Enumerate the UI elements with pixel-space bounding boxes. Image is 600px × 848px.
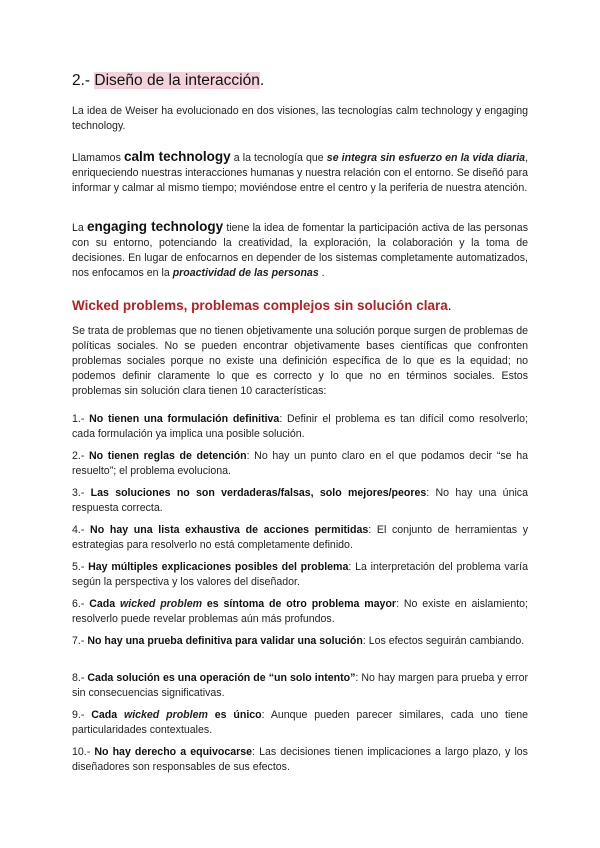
list-item <box>72 671 528 701</box>
wicked-title-text: Wicked problems, problemas complejos sin solución clara <box>72 298 448 313</box>
wicked-intro-paragraph: Se trata de problemas que no tienen objetivamente una solución porque surgen de problemas de políticas sociales. No se pueden encontrar objetivamente bases científicas que confronten problemas sociales porque no existe una definición específica de lo que es la equidad; no podemos definir claramente lo que es correcto y lo que no en términos sociales. Estos problemas sin solución clara tienen 10 características: <box>72 325 528 397</box>
item-text: : No hay una única respuesta correcta. <box>72 487 529 514</box>
list-item <box>72 597 528 627</box>
item-title: Las soluciones no son verdaderas/falsas, solo mejores/peores <box>90 487 427 499</box>
section-title-wicked-problems <box>72 298 452 313</box>
calm-emphasis: se integra sin esfuerzo en la vida diaria <box>326 152 526 164</box>
item-text: : Las decisiones tienen implicaciones a largo plazo, y los diseñadores son responsables de sus efectos. <box>72 746 528 773</box>
engaging-term: engaging technology <box>87 219 224 234</box>
item-title: Cada solución es una operación de “un solo intento” <box>87 672 356 684</box>
item-title: No tienen reglas de detención <box>89 450 247 462</box>
calm-term: calm technology <box>123 149 231 164</box>
engaging-lead: La <box>72 222 88 234</box>
item-title-start: Cada <box>89 598 121 610</box>
item-number: 1.- <box>72 413 90 425</box>
engaging-emphasis: proactividad de las personas <box>172 267 319 279</box>
item-number: 8.- <box>72 672 88 684</box>
item-title-italic: wicked problem <box>120 598 203 610</box>
calm-rest: , enriqueciendo nuestras interacciones humanas y nuestra relación con el entorno. Se diseñó para informar y calmar al mismo tiempo; moviéndose entre el centro y la periferia de nuestra atención. <box>72 152 529 194</box>
item-text: : No existe en aislamiento; resolverlo puede revelar problemas aún más profundos. <box>72 598 528 625</box>
section-title-highlight: Diseño de la interacción <box>94 72 260 89</box>
list-item <box>72 560 528 590</box>
engaging-technology-paragraph <box>72 219 528 281</box>
item-title: No hay derecho a equivocarse <box>94 746 253 758</box>
section-title-end: . <box>259 72 265 89</box>
item-number: 6.- <box>72 598 90 610</box>
item-title-end: es único <box>207 709 262 721</box>
calm-technology-paragraph <box>72 149 528 196</box>
item-title-start: Cada <box>91 709 124 721</box>
item-number: 7.- <box>72 635 88 647</box>
item-number: 2.- <box>72 450 90 462</box>
calm-mid: a la tecnología que <box>230 152 327 164</box>
item-number: 3.- <box>72 487 91 499</box>
item-text: : No hay un punto claro en el que podamos decir “se ha resuelto”; el problema evoluciona. <box>72 450 529 477</box>
wicked-title-end: . <box>447 298 452 313</box>
list-item <box>72 449 528 479</box>
calm-lead: Llamamos <box>72 152 124 164</box>
item-number: 9.- <box>72 709 92 721</box>
item-number: 4.- <box>72 524 91 536</box>
list-item <box>72 523 528 553</box>
item-text: : No hay margen para prueba y error sin consecuencias significativas. <box>72 672 528 699</box>
item-text: : Definir el problema es tan difícil como resolverlo; cada formulación ya implica una posible solución. <box>72 413 528 440</box>
item-title: No tienen una formulación definitiva <box>89 413 280 425</box>
item-text: : La interpretación del problema varía según la perspectiva y los valores del diseñador. <box>72 561 528 588</box>
list-item <box>72 486 528 516</box>
item-text: : Los efectos seguirán cambiando. <box>362 635 525 647</box>
engaging-end: . <box>318 267 325 279</box>
item-text: : El conjunto de herramientas y estrategias para resolverlo no está completamente definido. <box>72 524 528 551</box>
list-item <box>72 745 528 775</box>
item-title-end: es síntoma de otro problema mayor <box>202 598 397 610</box>
item-number: 10.- <box>72 746 95 758</box>
list-item <box>72 708 528 738</box>
section-number: 2.- <box>72 72 95 89</box>
item-number: 5.- <box>72 561 89 573</box>
list-item <box>72 412 528 442</box>
item-title: Hay múltiples explicaciones posibles del problema <box>88 561 349 573</box>
section-title-design <box>72 72 264 90</box>
engaging-mid: tiene la idea de fomentar la participación activa de las personas con su entorno, potenciando la creatividad, la exploración, la colaboración y la toma de decisiones. En lugar de enfocarnos en depender de los sistemas completamente automatizados, nos enfocamos en la <box>72 222 528 279</box>
item-title-italic: wicked problem <box>123 709 208 721</box>
intro-paragraph: La idea de Weiser ha evolucionado en dos visiones, las tecnologías calm technology y engaging technology. <box>72 105 528 132</box>
list-item <box>72 634 528 649</box>
item-title: No hay una prueba definitiva para validar una solución <box>87 635 363 647</box>
item-text: : Aunque pueden parecer similares, cada uno tiene particularidades contextuales. <box>72 709 529 736</box>
item-title: No hay una lista exhaustiva de acciones permitidas <box>90 524 369 536</box>
